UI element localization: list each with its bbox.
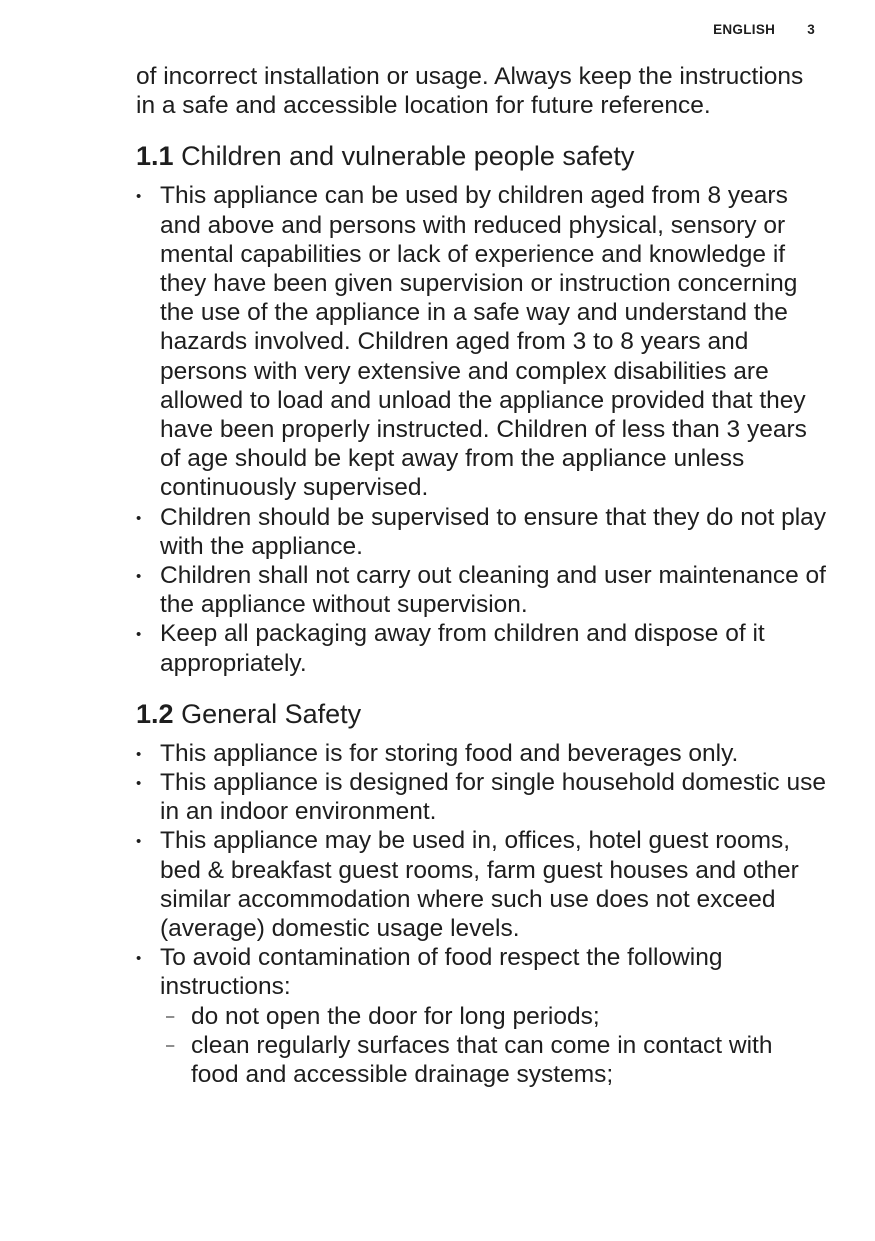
list-item: • Children should be supervised to ensure that they do not play with the appliance. — [136, 503, 826, 561]
language-label: ENGLISH — [713, 22, 776, 37]
list-item: • Children shall not carry out cleaning and user maintenance of the appliance without supervision. — [136, 561, 826, 619]
list-item: • This appliance may be used in, offices, hotel guest rooms, bed & breakfast guest rooms, farm guest houses and other similar accommodation where such use does not exceed (average) domestic usage levels. — [136, 826, 826, 943]
section-title: General Safety — [181, 698, 362, 729]
list-item: • This appliance is for storing food and beverages only. — [136, 739, 826, 768]
list-item-text: To avoid contamination of food respect the following instructions: — [160, 944, 723, 1001]
section-number: 1.1 — [136, 141, 174, 172]
sub-list-item: – clean regularly surfaces that can come in contact with food and accessible drainage systems; — [160, 1031, 826, 1089]
sub-list-item: – do not open the door for long periods; — [160, 1002, 826, 1031]
document-body — [136, 62, 826, 1089]
list-item-with-subitems — [136, 943, 826, 1089]
page-number: 3 — [807, 22, 815, 37]
section-title: Children and vulnerable people safety — [181, 141, 635, 172]
intro-paragraph: of incorrect installation or usage. Always keep the instructions in a safe and accessible location for future reference. — [136, 63, 804, 120]
children-safety-list — [136, 181, 826, 677]
page-header — [713, 22, 815, 37]
sub-list — [160, 1002, 826, 1090]
list-item: • This appliance is designed for single household domestic use in an indoor environment. — [136, 768, 826, 826]
section-heading-general-safety — [136, 698, 826, 730]
general-safety-list — [136, 739, 826, 1089]
section-heading-children-safety — [136, 140, 826, 172]
list-item: • This appliance can be used by children aged from 8 years and above and persons with reduced physical, sensory or mental capabilities or lack of experience and knowledge if they have been given supervision or instruction concerning the use of the appliance in a safe way and understand the hazards involved. Children aged from 3 to 8 years and persons with very extensive and complex disabilities are allowed to load and unload the appliance provided that they have been properly instructed. Children of less than 3 years of age should be kept away from the appliance unless continuously supervised. — [136, 181, 826, 502]
section-number: 1.2 — [136, 698, 174, 729]
list-item: • Keep all packaging away from children and dispose of it appropriately. — [136, 619, 826, 677]
